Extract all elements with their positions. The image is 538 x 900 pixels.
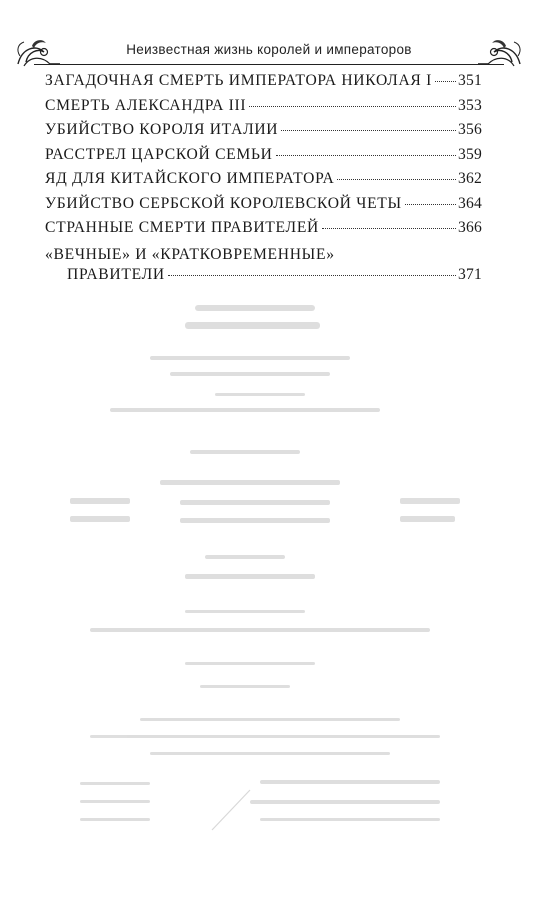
toc-entry-continuation [45,266,482,291]
toc-entry-page: 366 [458,219,482,236]
toc-entry-page: 371 [458,265,482,283]
toc-entry-page: 359 [458,145,482,163]
toc-entry-page: 353 [458,96,482,114]
toc-entry [45,195,482,220]
toc-entry-page: 356 [458,121,482,138]
toc-entry-page: 362 [458,170,482,187]
toc-entry-page: 351 [458,72,482,89]
toc-entry [45,219,482,244]
toc-entry-multiline [45,244,482,291]
table-of-contents [45,72,482,290]
toc-entry-title: РАССТРЕЛ ЦАРСКОЙ СЕМЬИ [45,145,273,163]
dot-leader [281,130,456,131]
dot-leader [405,204,456,205]
toc-entry-title: ЗАГАДОЧНАЯ СМЕРТЬ ИМПЕРАТОРА НИКОЛАЯ I [45,72,432,89]
toc-entry-title: ЯД ДЛЯ КИТАЙСКОГО ИМПЕРАТОРА [45,170,335,187]
toc-entry [45,97,482,122]
header-rule [34,64,504,65]
dot-leader [337,179,456,180]
toc-entry-page: 364 [458,194,482,212]
toc-entry-title: СМЕРТЬ АЛЕКСАНДРА III [45,96,247,114]
dot-leader [249,106,456,107]
toc-entry-title: УБИЙСТВО КОРОЛЯ ИТАЛИИ [45,121,279,138]
toc-entry-title-line2: ПРАВИТЕЛИ [67,265,165,283]
dot-leader [322,228,456,229]
running-header [14,28,524,78]
toc-entry-title-line1: «ВЕЧНЫЕ» И «КРАТКОВРЕМЕННЫЕ» [45,245,335,263]
toc-entry [45,121,482,146]
toc-entry [45,146,482,171]
toc-entry [45,170,482,195]
dot-leader [168,275,456,276]
dot-leader [276,155,456,156]
floral-ornament-right-icon [478,34,524,74]
header-title: Неизвестная жизнь королей и императоров [126,42,412,57]
toc-entry-title: СТРАННЫЕ СМЕРТИ ПРАВИТЕЛЕЙ [45,219,320,236]
toc-entry [45,72,482,97]
toc-entry-title: УБИЙСТВО СЕРБСКОЙ КОРОЛЕВСКОЙ ЧЕТЫ [45,194,402,212]
dot-leader [435,81,456,82]
